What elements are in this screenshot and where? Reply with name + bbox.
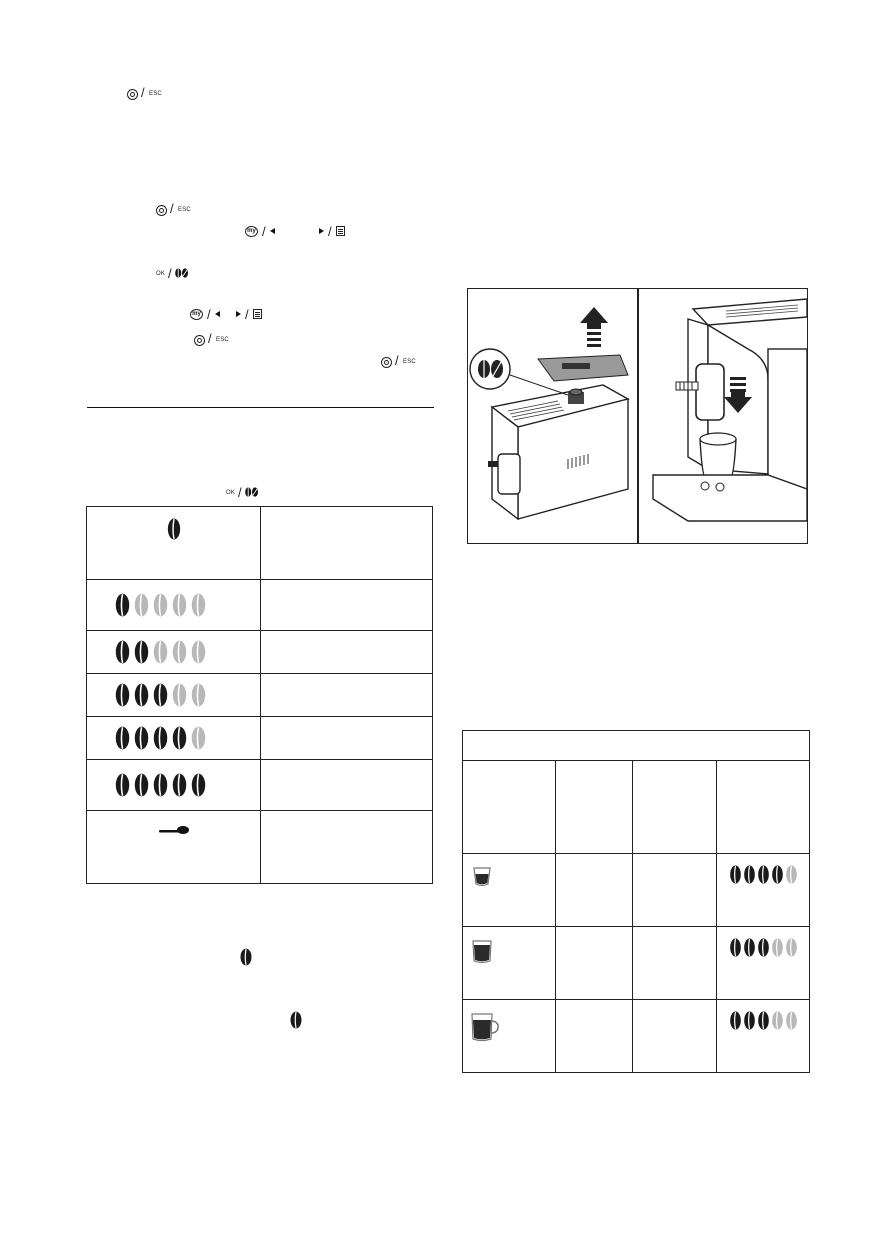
bean-empty-icon	[771, 1011, 784, 1030]
bean-strength-scale	[87, 773, 260, 797]
bean-empty-icon	[785, 865, 798, 884]
spoon-icon	[158, 824, 190, 836]
separator: /	[141, 85, 145, 100]
separator: /	[168, 266, 172, 281]
bean-full-icon	[152, 773, 169, 797]
strength-description-cell	[261, 674, 433, 717]
separator: /	[238, 485, 242, 500]
dispensing-drawing	[653, 299, 807, 521]
bean-full-icon	[757, 865, 770, 884]
bean-container-drawing	[470, 307, 628, 519]
bean-full-icon	[190, 773, 207, 797]
strength-symbol-cell	[87, 507, 261, 580]
bean-full-icon	[743, 1011, 756, 1030]
machine-illustration	[468, 289, 807, 543]
bean-empty-icon	[190, 593, 207, 617]
ok-label: OK	[226, 490, 236, 496]
icon-gear-esc-4	[381, 353, 416, 373]
strength-table	[86, 506, 433, 884]
drink-icon-cell	[463, 854, 556, 927]
icon-gear-esc-1	[127, 85, 162, 105]
strength-description-cell	[261, 760, 433, 811]
drink-value-cell	[633, 927, 717, 1000]
drink-row	[463, 1000, 810, 1073]
strength-row	[87, 580, 433, 631]
coffee-cup-icon	[471, 939, 501, 971]
icon-gear-esc-3	[194, 331, 229, 351]
bean-full-icon	[114, 593, 131, 617]
esc-label: ESC	[178, 207, 191, 213]
strength-description-cell	[261, 717, 433, 760]
esc-label: ESC	[216, 337, 229, 343]
drink-row	[463, 927, 810, 1000]
drink-row	[463, 854, 810, 927]
column-header-cell	[717, 761, 810, 854]
bean-full-icon	[114, 683, 131, 707]
bean-empty-icon	[190, 640, 207, 664]
my-icon: my	[190, 309, 203, 320]
separator: /	[170, 201, 174, 216]
strength-description-cell	[261, 631, 433, 674]
strength-symbol-cell	[87, 580, 261, 631]
strength-description-cell	[261, 580, 433, 631]
bean-full-icon	[743, 938, 756, 957]
bean-full-icon	[171, 726, 188, 750]
drink-value-cell	[556, 927, 633, 1000]
bean-strength-scale	[717, 865, 809, 884]
bean-full-icon	[171, 773, 188, 797]
bean-full-icon	[743, 865, 756, 884]
drink-value-cell	[556, 1000, 633, 1073]
gear-icon	[381, 357, 392, 368]
bean-full-icon	[133, 683, 150, 707]
bean-strength-icon	[245, 487, 259, 497]
bean-full-icon	[114, 726, 131, 750]
drink-icon-cell	[463, 927, 556, 1000]
bean-full-icon	[757, 938, 770, 957]
arrow-left-icon	[215, 311, 220, 317]
separator: /	[328, 224, 332, 239]
gear-icon	[156, 205, 167, 216]
bean-empty-icon	[785, 938, 798, 957]
drink-value-cell	[556, 854, 633, 927]
bean-strength-scale	[87, 683, 260, 707]
drink-strength-cell	[717, 927, 810, 1000]
separator: /	[245, 307, 249, 322]
strength-row	[87, 717, 433, 760]
gear-icon	[127, 89, 138, 100]
single-bean-icon	[290, 1011, 302, 1029]
esc-label: ESC	[149, 91, 162, 97]
drink-icon-cell	[463, 1000, 556, 1073]
esc-label: ESC	[403, 359, 416, 365]
ok-label: OK	[156, 271, 166, 277]
bean-strength-scale	[87, 726, 260, 750]
bean-full-icon	[729, 938, 742, 957]
separator: /	[262, 224, 266, 239]
strength-description-cell	[261, 811, 433, 884]
drink-value-cell	[633, 1000, 717, 1073]
list-icon	[253, 309, 262, 319]
bean-empty-icon	[771, 938, 784, 957]
column-header-cell	[556, 761, 633, 854]
bean-empty-icon	[152, 640, 169, 664]
bean-empty-icon	[133, 593, 150, 617]
bean-full-icon	[152, 683, 169, 707]
strength-symbol-cell	[87, 760, 261, 811]
bean-strength-scale	[87, 593, 260, 617]
bean-empty-icon	[190, 726, 207, 750]
bean-full-icon	[729, 865, 742, 884]
drink-strength-cell	[717, 1000, 810, 1073]
icon-gear-esc-2	[156, 201, 191, 221]
column-header-cell	[633, 761, 717, 854]
strength-symbol-cell	[87, 674, 261, 717]
bean-empty-icon	[171, 683, 188, 707]
espresso-cup-icon	[471, 866, 501, 898]
pre-ground-spoon-icon	[87, 811, 260, 883]
bean-strength-scale	[717, 938, 809, 957]
strength-row	[87, 631, 433, 674]
bean-empty-icon	[785, 1011, 798, 1030]
bean-strength-icon	[175, 268, 189, 278]
strength-row	[87, 507, 433, 580]
gear-icon	[194, 335, 205, 346]
separator: /	[208, 331, 212, 346]
drinks-table-header-row	[463, 731, 810, 761]
bean-full-icon	[133, 726, 150, 750]
bean-strength-scale	[87, 640, 260, 664]
column-header-cell	[463, 761, 556, 854]
separator: /	[207, 307, 211, 322]
bean-empty-icon	[190, 683, 207, 707]
strength-symbol-cell	[87, 717, 261, 760]
strength-symbol-cell	[87, 631, 261, 674]
single-bean-icon	[240, 948, 252, 966]
bean-full-icon	[114, 640, 131, 664]
bean-empty-icon	[152, 593, 169, 617]
bean-empty-icon	[171, 640, 188, 664]
drinks-table	[462, 730, 810, 1073]
bean-empty-icon	[171, 593, 188, 617]
bean-full-icon	[771, 865, 784, 884]
drink-strength-cell	[717, 854, 810, 927]
arrow-right-icon	[236, 311, 241, 317]
strength-row	[87, 811, 433, 884]
bean-full-icon	[757, 1011, 770, 1030]
bean-full-icon	[167, 518, 181, 540]
separator: /	[395, 353, 399, 368]
drinks-table-title-cell	[463, 731, 810, 761]
bean-full-icon	[133, 773, 150, 797]
bean-full-icon	[114, 773, 131, 797]
strength-description-cell	[261, 507, 433, 580]
my-icon: my	[245, 226, 258, 237]
bean-full-icon	[152, 726, 169, 750]
single-bean	[87, 507, 260, 579]
bean-full-icon	[133, 640, 150, 664]
arrow-right-icon	[319, 228, 324, 234]
list-icon	[336, 226, 345, 236]
bean-full-icon	[729, 1011, 742, 1030]
illustration-figure	[467, 288, 808, 544]
strength-row	[87, 760, 433, 811]
arrow-left-icon	[270, 228, 275, 234]
drink-value-cell	[633, 854, 717, 927]
strength-symbol-cell	[87, 811, 261, 884]
bean-strength-scale	[717, 1011, 809, 1030]
section-divider	[87, 407, 434, 408]
strength-row	[87, 674, 433, 717]
drinks-table-column-header-row	[463, 761, 810, 854]
long-mug-icon	[471, 1012, 501, 1044]
